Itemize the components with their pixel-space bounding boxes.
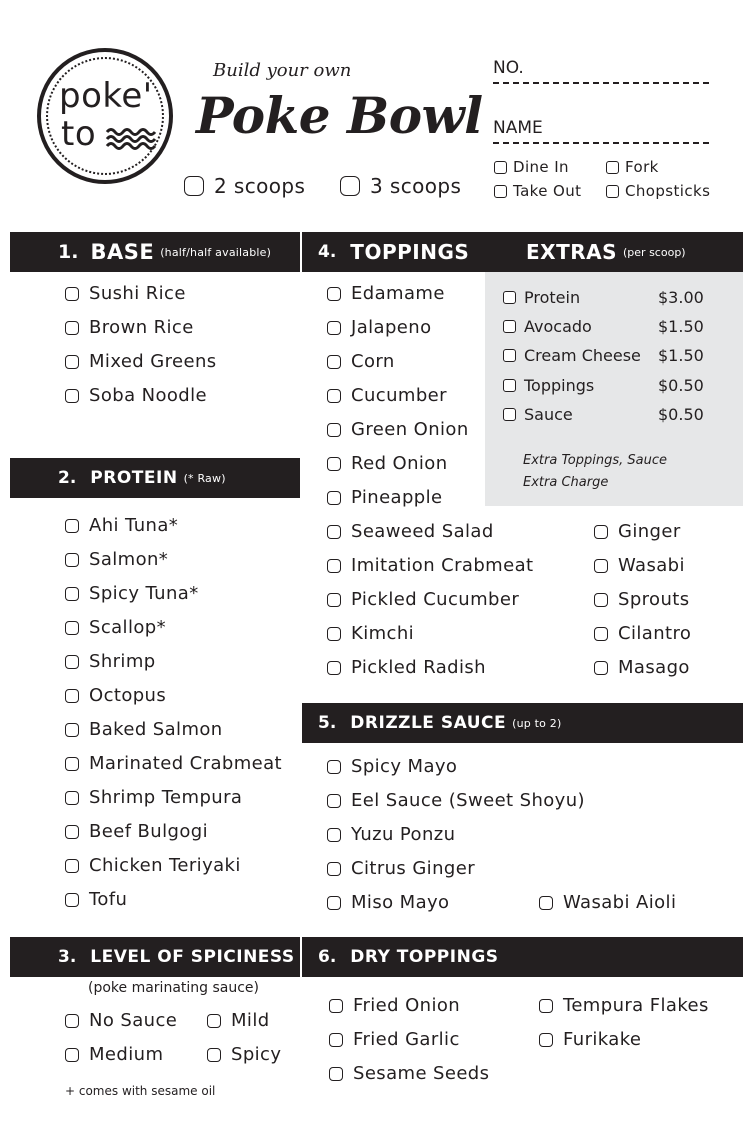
extras-price: $3.00 [658,288,704,307]
checkbox-icon[interactable] [65,893,79,907]
extras-item[interactable]: Avocado [503,317,592,336]
checkbox-icon[interactable] [65,825,79,839]
protein-item[interactable]: Baked Salmon [65,719,223,740]
protein-item[interactable]: Scallop* [65,617,166,638]
take-out-option[interactable]: Take Out [494,182,581,200]
base-item[interactable]: Brown Rice [65,317,194,338]
protein-item[interactable]: Spicy Tuna* [65,583,199,604]
base-item[interactable]: Soba Noodle [65,385,207,406]
dry-topping-item[interactable]: Furikake [539,1029,641,1050]
drizzle-item[interactable]: Wasabi Aioli [539,892,676,913]
checkbox-icon[interactable] [340,176,360,196]
checkbox-icon[interactable] [327,423,341,437]
extras-item[interactable]: Protein [503,288,580,307]
checkbox-icon[interactable] [594,559,608,573]
topping-item[interactable]: Green Onion [327,419,469,440]
topping-item[interactable]: Imitation Crabmeat [327,555,533,576]
checkbox-icon[interactable] [594,627,608,641]
dry-topping-item[interactable]: Fried Onion [329,995,460,1016]
checkbox-icon[interactable] [327,794,341,808]
drizzle-item[interactable]: Eel Sauce (Sweet Shoyu) [327,790,585,811]
build-your-own: Build your own [213,60,352,81]
topping-item[interactable]: Kimchi [327,623,414,644]
extras-price: $0.50 [658,376,704,395]
protein-header: 2. PROTEIN (* Raw) [10,458,300,498]
dine-in-option[interactable]: Dine In [494,158,569,176]
checkbox-icon[interactable] [65,519,79,533]
spiciness-spicy[interactable]: Spicy [207,1044,281,1065]
extras-price: $1.50 [658,317,704,336]
checkbox-icon[interactable] [327,593,341,607]
checkbox-icon[interactable] [65,689,79,703]
protein-item[interactable]: Octopus [65,685,166,706]
checkbox-icon[interactable] [65,587,79,601]
checkbox-icon[interactable] [65,1048,79,1062]
topping-item[interactable]: Corn [327,351,395,372]
checkbox-icon[interactable] [494,161,507,174]
checkbox-icon[interactable] [207,1048,221,1062]
checkbox-icon[interactable] [207,1014,221,1028]
logo-line1: poke' [59,76,153,116]
topping-item[interactable]: Cilantro [594,623,691,644]
extras-item[interactable]: Cream Cheese [503,346,641,365]
checkbox-icon[interactable] [65,321,79,335]
protein-item[interactable]: Chicken Teriyaki [65,855,241,876]
topping-item[interactable]: Masago [594,657,690,678]
topping-item[interactable]: Seaweed Salad [327,521,494,542]
checkbox-icon[interactable] [184,176,204,196]
spiciness-header: 3. LEVEL OF SPICINESS [10,937,300,977]
dry-topping-item[interactable]: Fried Garlic [329,1029,460,1050]
drizzle-item[interactable]: Yuzu Ponzu [327,824,455,845]
checkbox-icon[interactable] [327,896,341,910]
extras-price: $1.50 [658,346,704,365]
checkbox-icon[interactable] [65,355,79,369]
topping-item[interactable]: Pickled Radish [327,657,486,678]
spiciness-note: (poke marinating sauce) [88,980,260,996]
dry-topping-item[interactable]: Sesame Seeds [329,1063,489,1084]
checkbox-icon[interactable] [65,723,79,737]
wave-icon [105,126,157,152]
protein-item[interactable]: Tofu [65,889,127,910]
toppings-header: 4. TOPPINGS [302,232,743,272]
checkbox-icon[interactable] [65,859,79,873]
chopsticks-option[interactable]: Chopsticks [606,182,710,200]
checkbox-icon[interactable] [65,757,79,771]
dry-toppings-header: 6. DRY TOPPINGS [302,937,743,977]
spiciness-no-sauce[interactable]: No Sauce [65,1010,177,1031]
extras-price: $0.50 [658,405,704,424]
checkbox-icon[interactable] [327,321,341,335]
protein-item[interactable]: Marinated Crabmeat [65,753,282,774]
checkbox-icon[interactable] [327,287,341,301]
checkbox-icon[interactable] [65,621,79,635]
page-title: Poke Bowl [196,86,483,145]
topping-item[interactable]: Wasabi [594,555,685,576]
checkbox-icon[interactable] [606,161,619,174]
checkbox-icon[interactable] [327,457,341,471]
topping-item[interactable]: Edamame [327,283,445,304]
checkbox-icon[interactable] [503,291,516,304]
scoops-3-option[interactable]: 3 scoops [340,174,461,198]
base-header: 1. BASE (half/half available) [10,232,300,272]
checkbox-icon[interactable] [65,655,79,669]
checkbox-icon[interactable] [594,525,608,539]
drizzle-item[interactable]: Citrus Ginger [327,858,475,879]
spiciness-mild[interactable]: Mild [207,1010,270,1031]
order-number-field[interactable] [493,82,709,84]
checkbox-icon[interactable] [327,491,341,505]
checkbox-icon[interactable] [539,896,553,910]
drizzle-item[interactable]: Miso Mayo [327,892,449,913]
checkbox-icon[interactable] [329,1067,343,1081]
checkbox-icon[interactable] [539,1033,553,1047]
topping-item[interactable]: Red Onion [327,453,448,474]
checkbox-icon[interactable] [327,355,341,369]
checkbox-icon[interactable] [594,661,608,675]
protein-item[interactable]: Beef Bulgogi [65,821,208,842]
spiciness-medium[interactable]: Medium [65,1044,163,1065]
checkbox-icon[interactable] [503,349,516,362]
topping-item[interactable]: Jalapeno [327,317,432,338]
checkbox-icon[interactable] [65,389,79,403]
topping-item[interactable]: Pickled Cucumber [327,589,519,610]
topping-item[interactable]: Sprouts [594,589,690,610]
checkbox-icon[interactable] [65,553,79,567]
checkbox-icon[interactable] [503,408,516,421]
base-item[interactable]: Mixed Greens [65,351,217,372]
extras-item[interactable]: Toppings [503,376,594,395]
topping-item[interactable]: Ginger [594,521,681,542]
drizzle-item[interactable]: Spicy Mayo [327,756,457,777]
checkbox-icon[interactable] [594,593,608,607]
checkbox-icon[interactable] [327,389,341,403]
checkbox-icon[interactable] [327,828,341,842]
checkbox-icon[interactable] [503,379,516,392]
checkbox-icon[interactable] [606,185,619,198]
base-item[interactable]: Sushi Rice [65,283,186,304]
extras-header: EXTRAS (per scoop) [526,240,686,264]
extras-item[interactable]: Sauce [503,405,573,424]
checkbox-icon[interactable] [327,760,341,774]
checkbox-icon[interactable] [503,320,516,333]
customer-name-label: NAME [493,118,543,138]
spiciness-footnote: + comes with sesame oil [65,1084,216,1098]
dry-topping-item[interactable]: Tempura Flakes [539,995,709,1016]
checkbox-icon[interactable] [494,185,507,198]
checkbox-icon[interactable] [65,1014,79,1028]
topping-item[interactable]: Cucumber [327,385,447,406]
protein-item[interactable]: Salmon* [65,549,168,570]
scoops-2-option[interactable]: 2 scoops [184,174,305,198]
checkbox-icon[interactable] [329,1033,343,1047]
customer-name-field[interactable] [493,142,709,144]
checkbox-icon[interactable] [327,627,341,641]
checkbox-icon[interactable] [65,791,79,805]
checkbox-icon[interactable] [327,525,341,539]
checkbox-icon[interactable] [329,999,343,1013]
protein-item[interactable]: Shrimp [65,651,156,672]
checkbox-icon[interactable] [327,559,341,573]
protein-item[interactable]: Ahi Tuna* [65,515,178,536]
logo [37,48,173,184]
checkbox-icon[interactable] [539,999,553,1013]
drizzle-header: 5. DRIZZLE SAUCE (up to 2) [302,703,743,743]
fork-option[interactable]: Fork [606,158,659,176]
topping-item[interactable]: Pineapple [327,487,443,508]
checkbox-icon[interactable] [65,287,79,301]
protein-item[interactable]: Shrimp Tempura [65,787,242,808]
checkbox-icon[interactable] [327,661,341,675]
order-number-label: NO. [493,58,524,78]
extras-footnote: Extra Toppings, Sauce Extra Charge [523,453,667,490]
checkbox-icon[interactable] [327,862,341,876]
logo-line2: to [61,114,97,154]
